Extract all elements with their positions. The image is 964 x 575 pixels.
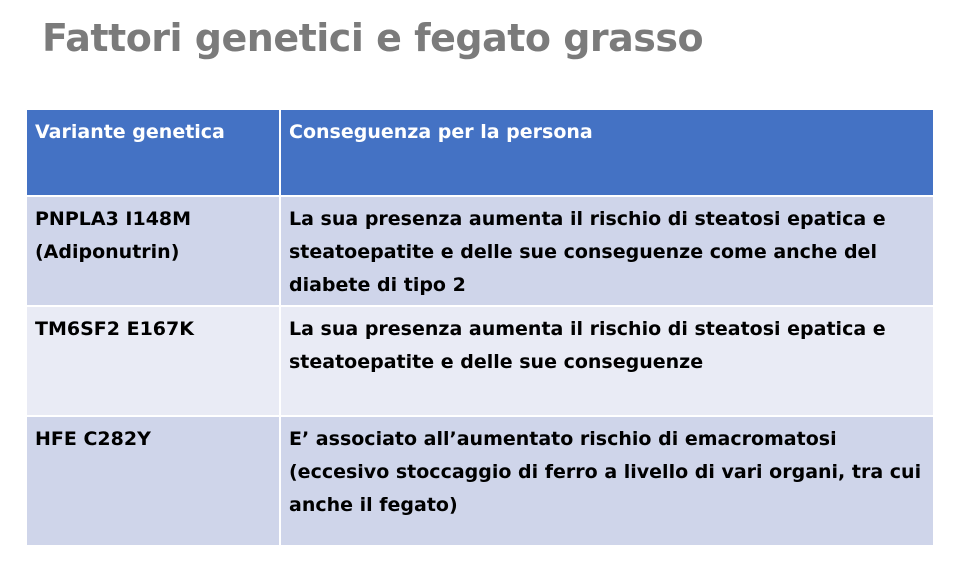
table-row [26,416,934,546]
consequence-cell: La sua presenza aumenta il rischio di steatosi epatica e steatoepatite e delle sue conseguenze [280,306,934,416]
table-row [26,196,934,306]
consequence-cell: La sua presenza aumenta il rischio di steatosi epatica e steatoepatite e delle sue conseguenze come anche del diabete di tipo 2 [280,196,934,306]
consequence-cell: E’ associato all’aumentato rischio di emacromatosi (eccesivo stoccaggio di ferro a livello di vari organi, tra cui anche il fegato) [280,416,934,546]
variant-cell [26,306,280,416]
variant-cell [26,416,280,546]
table-header-row [26,109,934,196]
header-consequence: Conseguenza per la persona [280,109,934,196]
genetic-variants-table [25,108,935,547]
variant-cell [26,196,280,306]
slide-title: Fattori genetici e fegato grasso [42,16,704,60]
variant-alias: (Adiponutrin) [35,241,180,263]
header-variant: Variante genetica [26,109,280,196]
variant-name: TM6SF2 E167K [35,318,194,340]
table-row [26,306,934,416]
variant-name: PNPLA3 I148M [35,208,192,230]
variant-name: HFE C282Y [35,428,151,450]
